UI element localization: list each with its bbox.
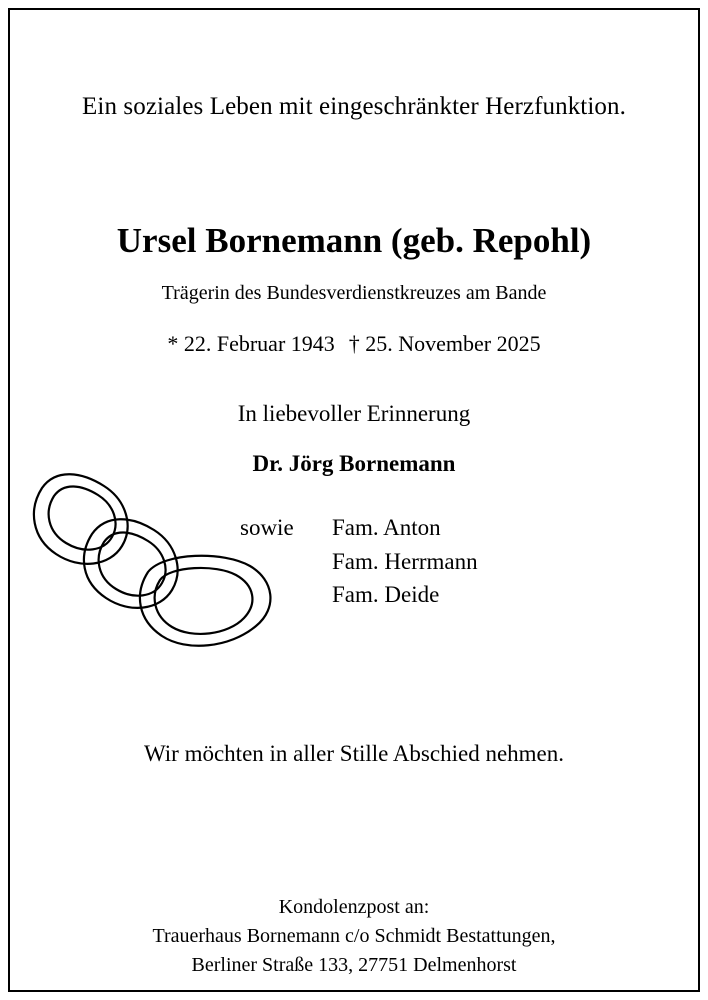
footer-line: Berliner Straße 133, 27751 Delmenhorst [191,954,517,976]
family-name: Fam. Herrmann [332,548,478,574]
family-name: Fam. Anton [332,515,441,540]
birth-date: * 22. Februar 1943 [167,331,335,356]
headline-text: Ein soziales Leben mit eingeschränkter Herzfunktion. [82,93,626,120]
family-row [240,511,570,545]
footer-line: Trauerhaus Bornemann c/o Schmidt Bestattungen, [152,925,556,947]
footer-block [0,893,708,980]
chain-links-icon [18,432,286,657]
life-dates [0,331,708,357]
family-name: Fam. Deide [332,582,440,608]
death-date: † 25. November 2025 [348,331,541,356]
mourner-families [240,511,570,612]
memory-line: In liebevoller Erinnerung [237,401,471,426]
footer-line: Kondolenzpost an: [278,896,430,918]
family-row [240,578,570,612]
closing-text: Wir möchten in aller Stille Abschied nehmen. [144,741,564,766]
family-row [240,545,570,579]
sowie-label: sowie [240,515,294,540]
primary-mourner: Dr. Jörg Bornemann [252,451,456,476]
honorific-text: Trägerin des Bundesverdienstkreuzes am Bande [161,282,547,304]
deceased-name: Ursel Bornemann (geb. Repohl) [116,221,592,260]
